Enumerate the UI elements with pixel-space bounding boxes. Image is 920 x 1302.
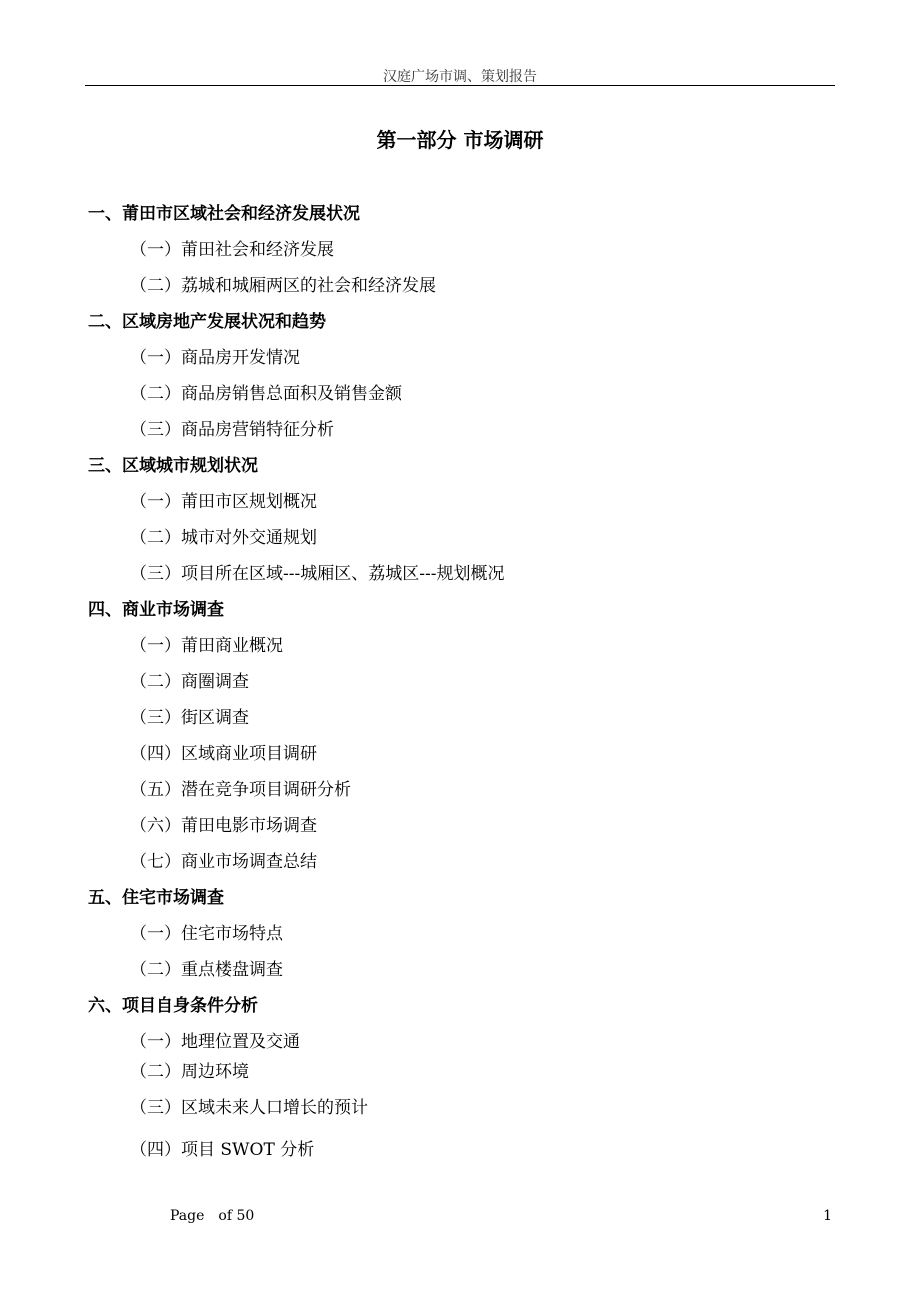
toc-item: （一）商品房开发情况 — [130, 348, 300, 368]
toc-item: （三）街区调查 — [130, 708, 249, 728]
toc-item: （一）住宅市场特点 — [130, 924, 283, 944]
page-total: of 50 — [218, 1208, 255, 1224]
toc-item: （一）莆田商业概况 — [130, 636, 283, 656]
toc-section-4 — [88, 596, 848, 884]
toc-section-5 — [88, 884, 848, 992]
toc-section-title: 一、莆田市区域社会和经济发展状况 — [88, 204, 360, 224]
page-footer — [170, 1208, 268, 1224]
toc-section-title: 二、区域房地产发展状况和趋势 — [88, 312, 326, 332]
toc-section-2 — [88, 308, 848, 452]
toc-section-6 — [88, 992, 848, 1172]
table-of-contents — [88, 200, 848, 1172]
toc-item: （四）区域商业项目调研 — [130, 744, 317, 764]
toc-item: （二）荔城和城厢两区的社会和经济发展 — [130, 276, 436, 296]
page-header: 汉庭广场市调、策划报告 — [383, 69, 537, 85]
toc-section-3 — [88, 452, 848, 596]
toc-item: （二）周边环境 — [130, 1062, 249, 1082]
toc-item: （六）莆田电影市场调查 — [130, 816, 317, 836]
toc-item: （二）城市对外交通规划 — [130, 528, 317, 548]
toc-section-title: 五、住宅市场调查 — [88, 888, 224, 908]
page-number: 1 — [823, 1208, 832, 1224]
toc-section-title: 四、商业市场调查 — [88, 600, 224, 620]
toc-item: （三）商品房营销特征分析 — [130, 420, 334, 440]
toc-item: （一）莆田社会和经济发展 — [130, 240, 334, 260]
toc-section-title: 六、项目自身条件分析 — [88, 996, 258, 1016]
toc-section-1 — [88, 200, 848, 308]
page-label: Page — [170, 1208, 205, 1224]
toc-item: （五）潜在竞争项目调研分析 — [130, 780, 351, 800]
toc-section-title: 三、区域城市规划状况 — [88, 456, 258, 476]
toc-item: （七）商业市场调查总结 — [130, 852, 317, 872]
toc-item: （三）项目所在区域---城厢区、荔城区---规划概况 — [130, 564, 505, 584]
header-divider — [85, 85, 835, 86]
toc-item: （二）重点楼盘调查 — [130, 960, 283, 980]
toc-item: （四）项目 SWOT 分析 — [130, 1140, 315, 1160]
page-title: 第一部分 市场调研 — [376, 128, 544, 152]
toc-item: （二）商品房销售总面积及销售金额 — [130, 384, 402, 404]
toc-item: （一）地理位置及交通 — [130, 1032, 300, 1052]
toc-item: （二）商圈调查 — [130, 672, 249, 692]
toc-item: （三）区域未来人口增长的预计 — [130, 1098, 368, 1118]
toc-item: （一）莆田市区规划概况 — [130, 492, 317, 512]
